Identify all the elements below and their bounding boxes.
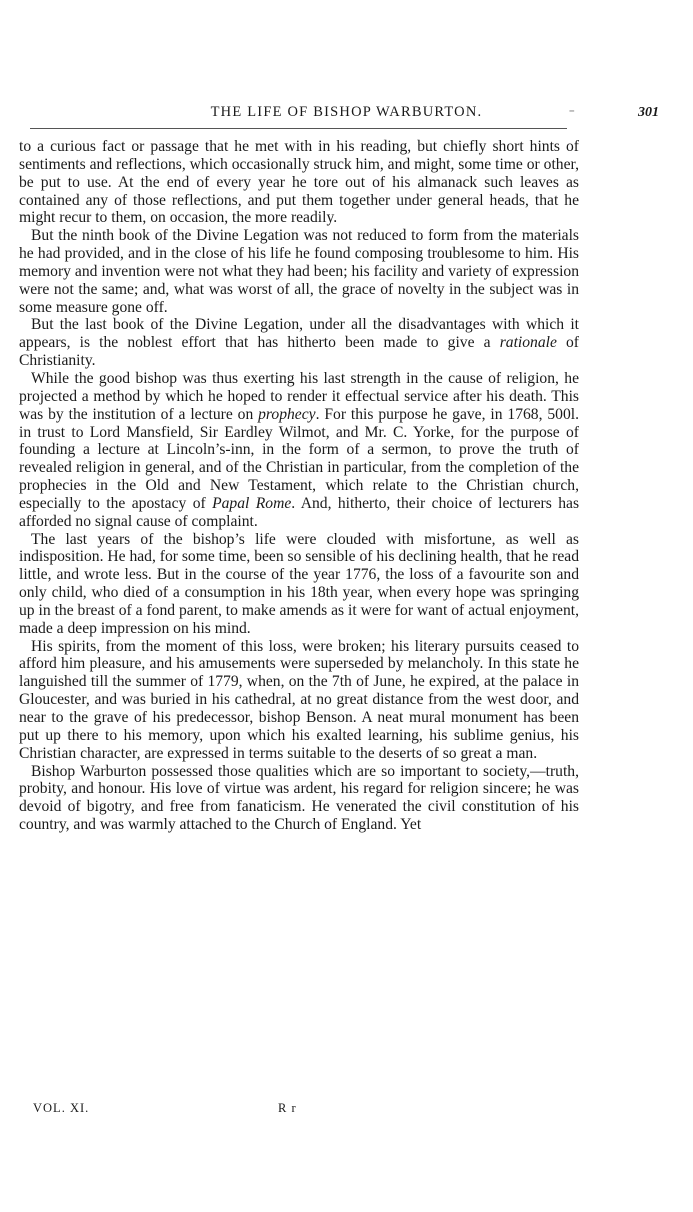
paragraph: [19, 138, 579, 227]
paragraph: [19, 316, 579, 370]
italic-text: Papal Rome: [212, 494, 292, 512]
paragraph: [19, 638, 579, 763]
paragraph-text: But the ninth book of the Divine Legation was not reduced to form from the materials he had provided, and in the close of his life he found composing troublesome to him. His memory and invention were not what they had been; his facility and variety of expression were not the same; and, what was worst of all, the grace of novelty in the subject was in some measure gone off.: [19, 227, 579, 316]
italic-text: rationale: [499, 334, 557, 352]
paragraph-text: . And, hitherto, their choice of lecturers has afforded no signal cause of complaint.: [19, 494, 580, 530]
page-header: [30, 104, 663, 128]
italic-text: prophecy: [258, 405, 316, 423]
header-rule: [30, 128, 567, 129]
paragraph-text: The last years of the bishop’s life were clouded with misfortune, as well as indisposition. He had, for some time, been so sensible of his declining health, that he read little, and wrote less. But in the course of the year 1776, the loss of a favourite son and only child, who died of a consumption in his 18th year, when every hope was springing up in the breast of a fond parent, to make amends as it were for want of actual enjoyment, made a deep impression on his mind.: [19, 530, 579, 637]
header-mark: ⁻: [568, 106, 575, 120]
paragraph: [19, 531, 579, 638]
paragraph: [19, 763, 579, 834]
paragraph-text: But the last book of the Divine Legation, under all the disadvantages with which it appears, is the noblest effort that has hitherto been made to give a: [19, 316, 579, 352]
paragraph-text: While the good bishop was thus exerting his last strength in the cause of religion, he projected a method by which he hoped to render it effectual service after his death. This was by the institution of a lecture on: [19, 369, 579, 423]
paragraph-text: to a curious fact or passage that he met with in his reading, but chiefly short hints of sentiments and reflections, which occasionally struck him, and might, some time or other, be put to use. At the end of every year he tore out of his almanack such leaves as contained any of those reflections, and put them together under general heads, that he might recur to them, on occasion, the more readily.: [19, 138, 579, 227]
running-title: THE LIFE OF BISHOP WARBURTON.: [210, 104, 483, 120]
page-footer: [33, 1101, 453, 1121]
paragraph-text: His spirits, from the moment of this loss, were broken; his literary pursuits ceased to afford him pleasure, and his amusements were superseded by melancholy. In this state he languished till the summer of 1779, when, on the 7th of June, he expired, at the palace in Gloucester, and was buried in his cathedral, at no great distance from the west door, and near to the grave of his predecessor, bishop Benson. A neat mural monument has been put up there to his memory, upon which his exalted learning, his sublime genius, his Christian character, are expressed in terms suitable to the deserts of so great a man.: [19, 637, 579, 762]
paragraph: [19, 227, 579, 316]
paragraph-text: Bishop Warburton possessed those qualities which are so important to society,—truth, probity, and honour. His love of virtue was ardent, his regard for religion sincere; he was devoid of bigotry, and free from fanaticism. He venerated the civil constitution of his country, and was warmly attached to the Church of England. Yet: [19, 762, 579, 834]
paragraph-text: . For this purpose he gave, in 1768, 500l. in trust to Lord Mansfield, Sir Eardley Wilmot, and Mr. C. Yorke, for the purpose of founding a lecture at Lincoln’s-inn, in the form of a sermon, to prove the truth of revealed religion in general, and of the Christian in particular, from the completion of the prophecies in the Old and New Testament, which relate to the Christian church, especially to the apostacy of: [19, 405, 579, 512]
paragraph: [19, 370, 579, 531]
signature-mark: R r: [278, 1101, 297, 1115]
body-text: [19, 138, 579, 834]
footer-volume: VOL. XI.: [33, 1101, 90, 1115]
page-number: 301: [638, 105, 659, 120]
paragraph-text: of Christianity.: [19, 334, 579, 370]
